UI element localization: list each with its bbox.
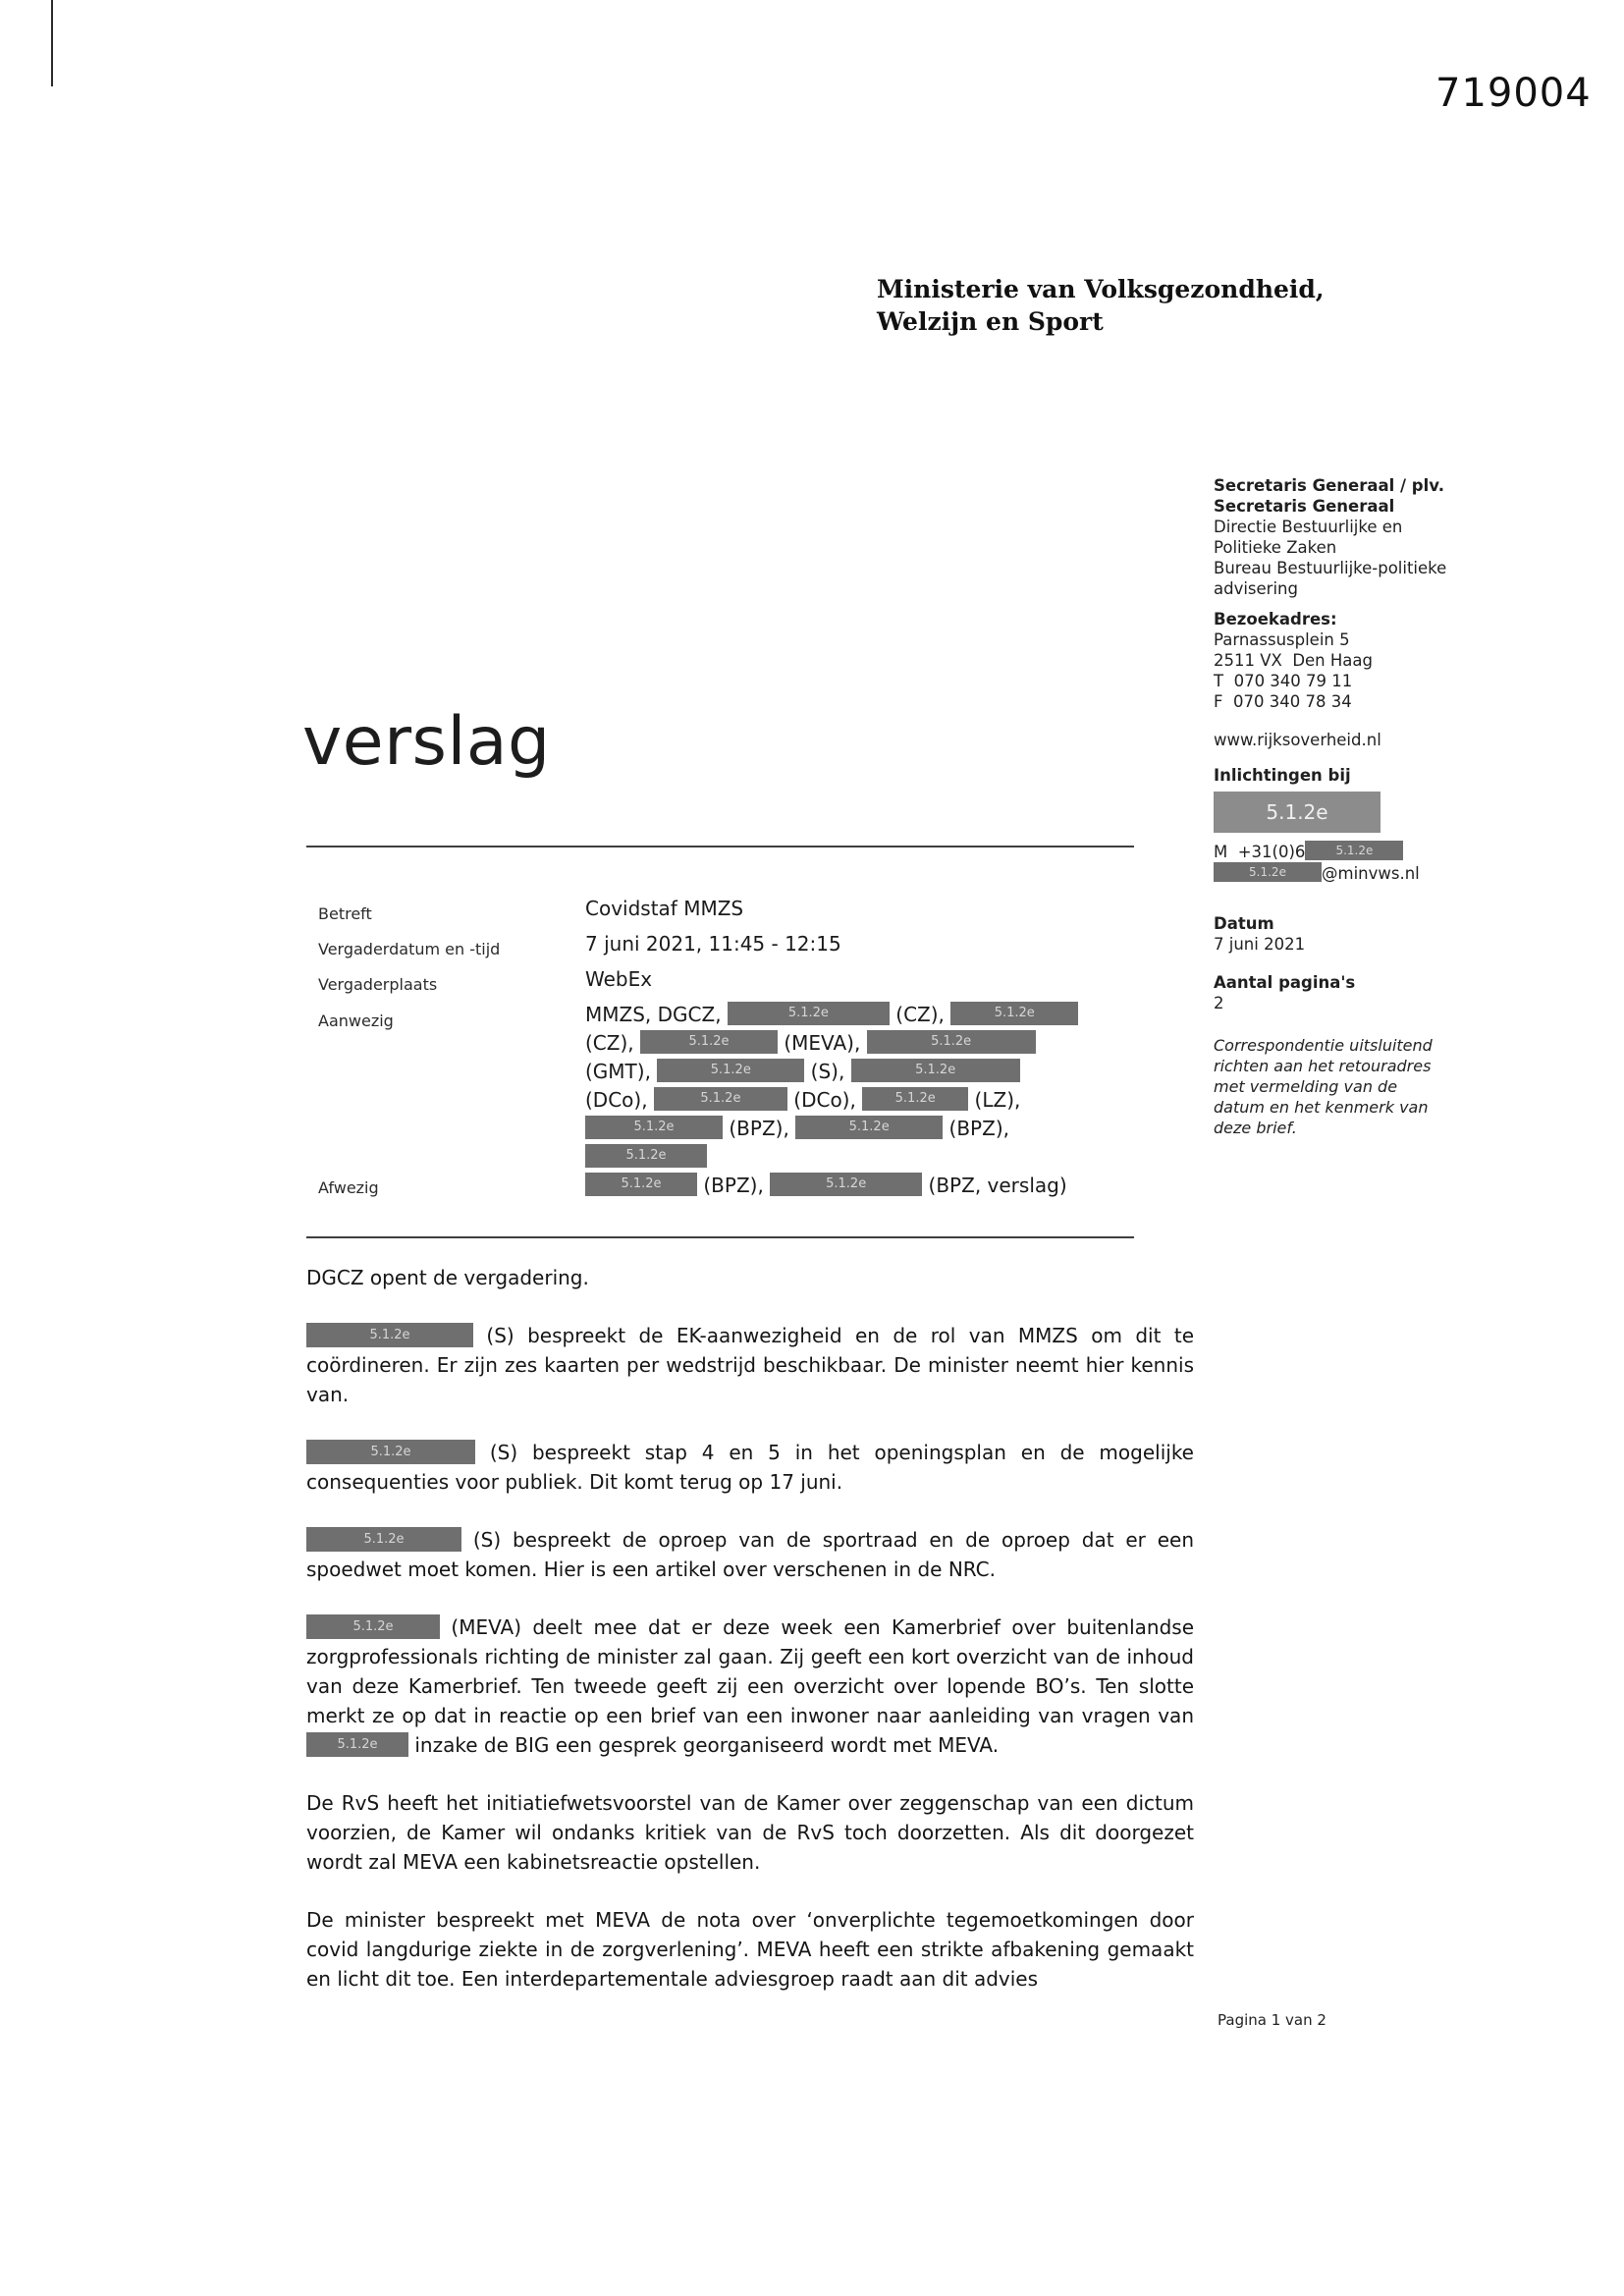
inlichtingen-label: Inlichtingen bij — [1214, 766, 1351, 785]
mobile-prefix: M +31(0)6 — [1214, 843, 1306, 861]
paragraph-sportraad: 5.1.2e (S) bespreekt de oproep van de sportraad en de oproep dat er een spoedwet moet komen. Hier is een artikel over verschenen in de NRC. — [306, 1528, 1194, 1581]
attendees-line: (DCo), 5.1.2e (DCo), 5.1.2e (LZ), — [585, 1088, 1021, 1112]
meta-label-betreft: Betreft — [318, 904, 372, 923]
ministry-line-1: Ministerie van Volksgezondheid, — [877, 275, 1325, 303]
attendees-line: (GMT), 5.1.2e (S), 5.1.2e — [585, 1058, 1135, 1086]
address-line: 2511 VX Den Haag — [1214, 651, 1373, 670]
paragraph-rvs: De RvS heeft het initiatiefwetsvoorstel van de Kamer over zeggenschap van een dictum voorzien, de Kamer wil ondanks kritiek van de RvS toch doorzetten. Als dit doorgezet wordt zal MEVA een kabinetsreactie opstellen. — [306, 1791, 1194, 1874]
redaction-box: 5.1.2e — [795, 1116, 943, 1139]
sidebar-department-block — [1214, 475, 1459, 599]
meta-value-vergaderplaats: WebEx — [585, 967, 653, 991]
address-line: Parnassusplein 5 — [1214, 630, 1350, 649]
dept-line: Politieke Zaken — [1214, 538, 1337, 557]
divider-line-bottom — [306, 1236, 1134, 1238]
meta-value-betreft: Covidstaf MMZS — [585, 897, 744, 920]
redaction-box: 5.1.2e — [585, 1173, 697, 1196]
sidebar-mobile-line — [1214, 841, 1459, 862]
paragraph-meva-kamerbrief: 5.1.2e (MEVA) deelt mee dat er deze week een Kamerbrief over buitenlandse zorgprofessionals richting de minister zal gaan. Zij geeft een kort overzicht van de inhoud van deze Kamerbrief. Ten tweede geeft zij een overzicht over lopende BO’s. Ten slotte merkt ze op dat in reactie op een brief van een inwoner naar aanleiding van vragen van 5.1.2e inzake de BIG een gesprek georganiseerd wordt met MEVA. — [306, 1615, 1194, 1757]
redaction-box: 5.1.2e — [862, 1087, 968, 1111]
redaction-box: 5.1.2e — [654, 1087, 787, 1111]
page-number: Pagina 1 van 2 — [1218, 2011, 1326, 2029]
meta-value-vergaderdatum: 7 juni 2021, 11:45 - 12:15 — [585, 932, 841, 956]
divider-line-top — [306, 846, 1134, 847]
attendees-line: 5.1.2e (BPZ), 5.1.2e (BPZ), 5.1.2e — [585, 1115, 1135, 1172]
meta-label-aanwezig: Aanwezig — [318, 1011, 394, 1030]
address-line: T 070 340 79 11 — [1214, 672, 1353, 690]
paragraph-ek: 5.1.2e (S) bespreekt de EK-aanwezigheid en de rol van MMZS om dit te coördineren. Er zijn zes kaarten per wedstrijd beschikbaar. De minister neemt hier kennis van. — [306, 1324, 1194, 1406]
meta-label-afwezig: Afwezig — [318, 1178, 379, 1197]
body-text — [306, 1263, 1194, 2022]
sidebar-address-block — [1214, 609, 1459, 712]
redaction-box: 5.1.2e — [867, 1030, 1036, 1054]
paragraph-opening: DGCZ opent de vergadering. — [306, 1266, 589, 1289]
sidebar-email-line — [1214, 862, 1459, 884]
meta-label-vergaderdatum: Vergaderdatum en -tijd — [318, 940, 501, 958]
attendees-list — [585, 1001, 1135, 1200]
ministry-header — [877, 273, 1325, 338]
document-number: 719004 — [1435, 71, 1592, 116]
redaction-box: 5.1.2e — [728, 1002, 890, 1025]
attendees-line: MMZS, DGCZ, 5.1.2e (CZ), 5.1.2e — [585, 1001, 1135, 1029]
dept-line: Directie Bestuurlijke en — [1214, 518, 1403, 536]
redaction-box: 5.1.2e — [306, 1440, 475, 1464]
dept-title-line-1: Secretaris Generaal / plv. — [1214, 476, 1444, 495]
redaction-box: 5.1.2e — [306, 1323, 473, 1347]
meta-label-vergaderplaats: Vergaderplaats — [318, 975, 438, 994]
redaction-box: 5.1.2e — [1305, 841, 1403, 860]
redaction-box: 5.1.2e — [851, 1059, 1020, 1082]
ministry-line-2: Welzijn en Sport — [877, 307, 1104, 336]
sidebar-letterhead — [1214, 475, 1459, 1138]
pages-value: 2 — [1214, 994, 1224, 1012]
redaction-box: 5.1.2e — [585, 1144, 707, 1168]
redaction-box: 5.1.2e — [306, 1527, 461, 1552]
redaction-box: 5.1.2e — [770, 1173, 922, 1196]
dept-line: advisering — [1214, 579, 1298, 598]
scan-artifact-line — [51, 0, 53, 86]
bezoekadres-label: Bezoekadres: — [1214, 610, 1337, 629]
redaction-box: 5.1.2e — [1214, 792, 1380, 833]
datum-label: Datum — [1214, 914, 1274, 933]
address-line: F 070 340 78 34 — [1214, 692, 1352, 711]
datum-value: 7 juni 2021 — [1214, 935, 1306, 954]
correspondence-note: Correspondentie uitsluitend richten aan het retouradres met vermelding van de datum en het kenmerk van deze brief. — [1214, 1036, 1433, 1137]
pages-label: Aantal pagina's — [1214, 973, 1356, 992]
website-link: www.rijksoverheid.nl — [1214, 731, 1381, 749]
redaction-box: 5.1.2e — [306, 1732, 408, 1757]
paragraph-nota: De minister bespreekt met MEVA de nota over ‘onverplichte tegemoetkomingen door covid langdurige ziekte in de zorgverlening’. MEVA heeft een strikte afbakening gemaakt en licht dit toe. Een interdepartementale adviesgroep raadt aan dit advies — [306, 1908, 1194, 1991]
paragraph-openingsplan: 5.1.2e (S) bespreekt stap 4 en 5 in het openingsplan en de mogelijke consequenties voor publiek. Dit komt terug op 17 juni. — [306, 1441, 1194, 1494]
redaction-box: 5.1.2e — [657, 1059, 804, 1082]
dept-line: Bureau Bestuurlijke-politieke — [1214, 559, 1447, 577]
redaction-box: 5.1.2e — [640, 1030, 778, 1054]
attendees-line: 5.1.2e (BPZ), 5.1.2e (BPZ, verslag) — [585, 1172, 1135, 1200]
email-suffix: @minvws.nl — [1322, 864, 1420, 883]
redaction-box: 5.1.2e — [306, 1614, 440, 1639]
page-title: verslag — [302, 703, 551, 781]
attendees-line: (CZ), 5.1.2e (MEVA), 5.1.2e — [585, 1029, 1135, 1058]
dept-title-line-2: Secretaris Generaal — [1214, 497, 1395, 516]
redaction-box: 5.1.2e — [950, 1002, 1078, 1025]
redaction-box: 5.1.2e — [585, 1116, 723, 1139]
redaction-box: 5.1.2e — [1214, 862, 1322, 882]
